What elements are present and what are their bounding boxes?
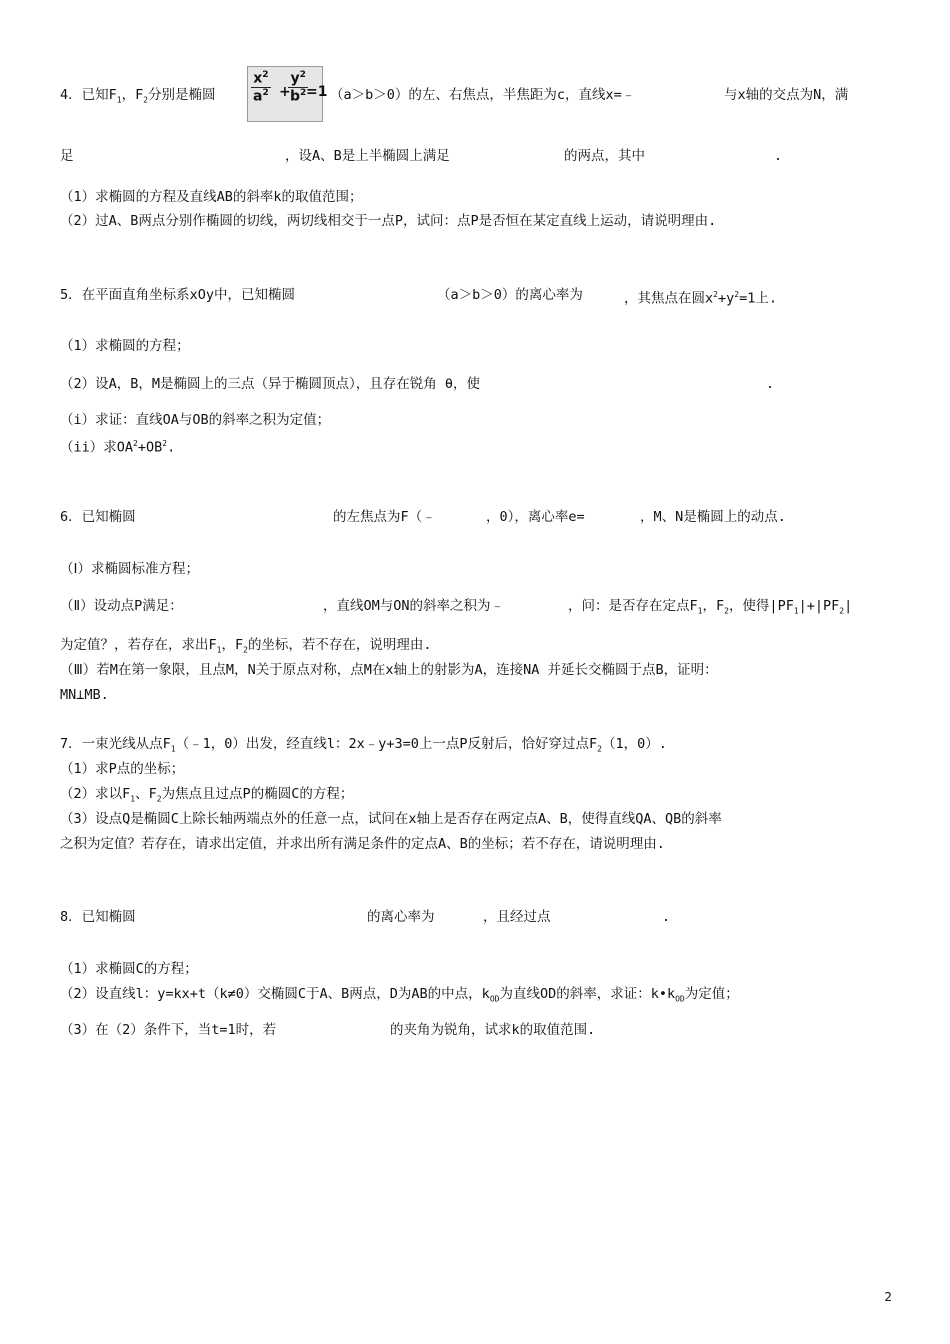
q4-line1-rest: （a＞b＞0）的左、右焦点，半焦距为c，直线x=﹣ (330, 87, 636, 103)
q8-part2: （2）设直线l：y=kx+t（k≠0）交椭圆C于A、B两点，D为AB的中点，$k_{OD}$为直线OD的斜率，求证：$k•k_{OD}$为定值； (60, 986, 739, 1004)
q8-line1-d: . (662, 909, 671, 925)
q7-line1: 7．一束光线从点$F_1(﹣1$，0）出发，经直线l：2x﹣y+3=0上一点P反射后，恰好穿过点$F_2(1$，0）. (60, 736, 667, 754)
q6-line1-b: 的左焦点为F（﹣ (333, 509, 436, 525)
q8-line1-c: ，且经过点 (483, 909, 551, 925)
q5-part1: （1）求椭圆的方程； (60, 338, 190, 354)
q4-line2-b: ，设A、B是上半椭圆上满足 (285, 148, 450, 164)
q5-line1-c: ，其焦点在圆$x^2+y^2=1$上. (624, 290, 777, 307)
q6-line1-d: ，M、N是椭圆上的动点. (640, 509, 786, 525)
q6-line1-c: ，0），离心率e= (486, 509, 585, 525)
q5-part2-end: . (766, 376, 775, 392)
q7-part3-cont: 之积为定值？若存在，请求出定值，并求出所有满足条件的定点A、B的坐标；若不存在，请说明理由. (60, 836, 665, 852)
q6-line1: 6．已知椭圆 (60, 509, 136, 525)
q7-part1: （1）求P点的坐标； (60, 761, 185, 777)
ellipse-equation-image: $\frac{x^2}{a^2}$ + $\frac{y^2}{b^2}$ =1 (247, 66, 323, 122)
q5-part-i: （i）求证：直线OA与OB的斜率之积为定值； (60, 412, 331, 428)
q6-part3-cont: MN⊥MB. (60, 687, 109, 703)
q5-part2: （2）设A，B，M是椭圆上的三点（异于椭圆顶点），且存在锐角 θ，使 (60, 376, 481, 392)
q4-part2: （2）过A、B两点分别作椭圆的切线，两切线相交于一点P，试问：点P是否恒在某定直线上运动，请说明理由. (60, 213, 717, 229)
q8-line1-b: 的离心率为 (367, 909, 435, 925)
q8-part3-b: 的夹角为锐角，试求k的取值范围. (390, 1022, 596, 1038)
q6-part2-c: ，问：是否存在定点$F_1$，$F_2$，使得$|PF_1|+|PF_2|$ (568, 598, 853, 616)
q4-line2-c: 的两点，其中 (564, 148, 645, 164)
page-number: 2 (884, 1290, 892, 1304)
q7-part2: （2）求以$F_1$、$F_2$为焦点且过点P的椭圆C的方程； (60, 786, 354, 804)
q4-line2: 足 (60, 148, 74, 164)
q6-part1: （Ⅰ）求椭圆标准方程； (60, 561, 199, 577)
q4-line1: 4．已知$F_1$，$F_2$分别是椭圆 (60, 87, 216, 105)
q6-part2: （Ⅱ）设动点P满足： (60, 598, 183, 614)
q5-line1: 5．在平面直角坐标系xOy中，已知椭圆 (60, 287, 296, 303)
q5-line1-b: （a＞b＞0）的离心率为 (437, 287, 583, 303)
q6-part3: （Ⅲ）若M在第一象限，且点M，N关于原点对称，点M在x轴上的射影为A，连接NA 并延长交椭圆于点B，证明： (60, 662, 718, 678)
q7-part3: （3）设点Q是椭圆C上除长轴两端点外的任意一点，试问在x轴上是否存在两定点A、B，使得直线QA、QB的斜率 (60, 811, 722, 827)
q6-part2-b: ，直线OM与ON的斜率之积为﹣ (323, 598, 505, 614)
q5-part-ii: （ii）求$OA^2+OB^2$. (60, 439, 176, 456)
q8-part3: （3）在（2）条件下，当t=1时，若 (60, 1022, 277, 1038)
q8-part1: （1）求椭圆C的方程； (60, 961, 198, 977)
q6-part2-cont: 为定值？，若存在，求出$F_1$，$F_2$的坐标，若不存在，说明理由. (60, 637, 432, 655)
q4-line1-end: 与x轴的交点为N，满 (724, 87, 849, 103)
q4-line2-d: . (774, 148, 783, 164)
q4-part1: （1）求椭圆的方程及直线AB的斜率k的取值范围； (60, 189, 363, 205)
q8-line1: 8．已知椭圆 (60, 909, 136, 925)
